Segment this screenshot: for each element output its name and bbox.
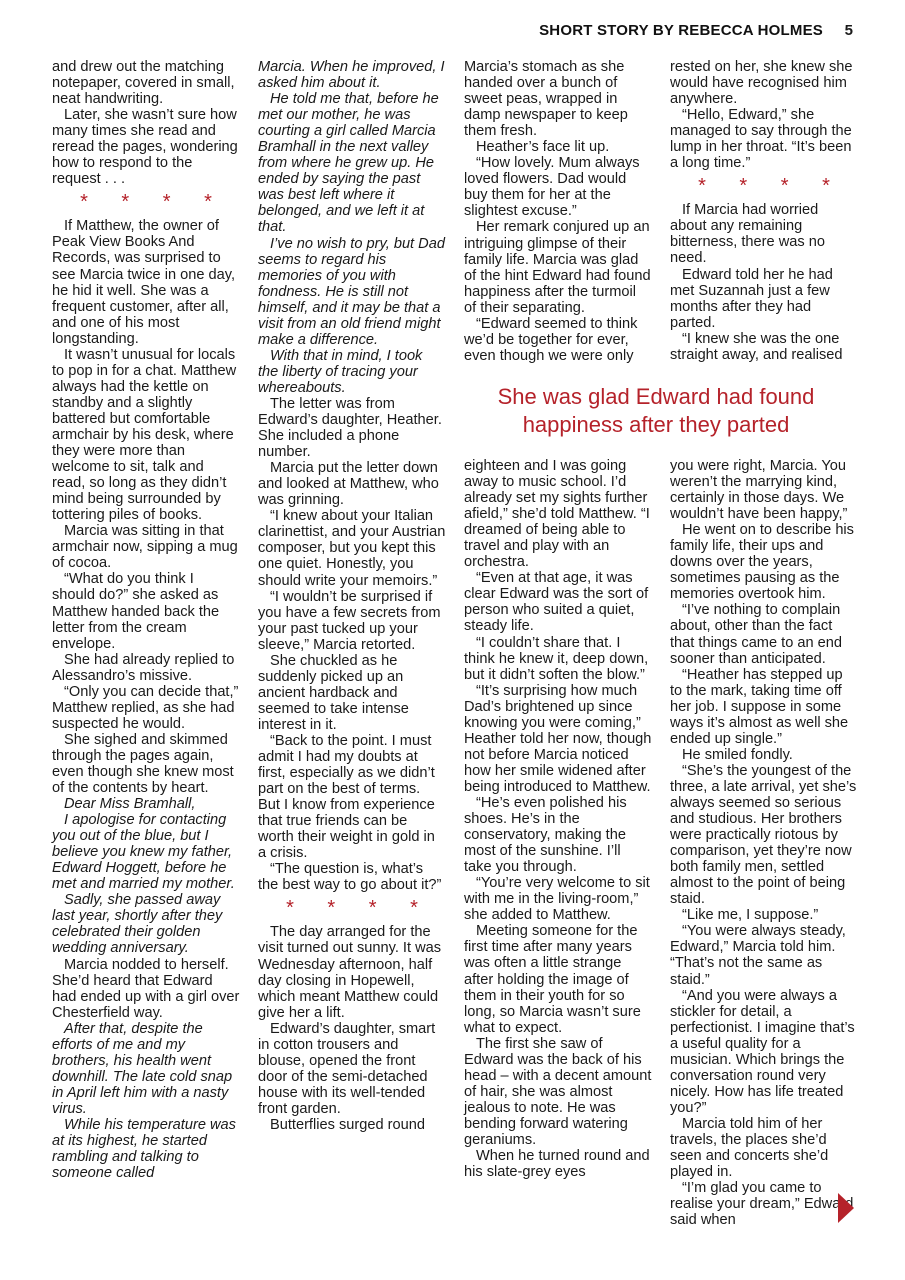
paragraph: After that, despite the efforts of me and my brothers, his health went downhill. The late cold snap in April left him with a nasty virus. <box>52 1020 233 1117</box>
paragraph: and drew out the matching notepaper, covered in small, neat handwriting. <box>52 59 235 108</box>
paragraph: I apologise for contacting you out of the blue, but I believe you knew my father, Edward Hoggett, before he met and married my mother. <box>52 812 235 893</box>
paragraph: Sadly, she passed away last year, shortly after they celebrated their golden wedding anniversary. <box>52 892 223 957</box>
paragraph: “Even at that age, it was clear Edward was the sort of person who suited a quiet, steady life. <box>464 570 649 635</box>
running-header <box>0 22 853 39</box>
paragraph: “What do you think I should do?” she asked as Matthew handed back the letter from the cream envelope. <box>52 571 220 652</box>
paragraph: The letter was from Edward’s daughter, Heather. She included a phone number. <box>258 395 442 461</box>
paragraph: “Back to the point. I must admit I had my doubts at first, especially as we didn’t part on the best of terms. But I know from experience that true friends can be worth their weight in gold in a crisis. <box>258 732 435 862</box>
paragraph: Butterflies surged round <box>270 1117 425 1133</box>
paragraph: “How lovely. Mum always loved flowers. Dad would buy them for her at the slightest excuse.” <box>464 155 640 220</box>
paragraph: The first she saw of Edward was the back of his head – with a decent amount of hair, she was almost jealous to note. He was bending forward watering geraniums. <box>464 1035 652 1148</box>
text-column-3-top <box>464 59 652 364</box>
paragraph: “And you were always a stickler for detail, a perfectionist. I imagine that’s a useful quality for a musician. Which brings the conversation round very nicely. How has life treated you?” <box>670 987 855 1116</box>
paragraph: Marcia was sitting in that armchair now, sipping a mug of cocoa. <box>52 523 238 572</box>
paragraph: He told me that, before he met our mother, he was courting a girl called Marcia Bramhall in the next valley from where he grew up. He ended by saying the past was best left where it belonged, and we left it at that. <box>258 91 439 236</box>
text-column-4-top <box>670 59 858 363</box>
paragraph: Heather’s face lit up. <box>476 139 610 156</box>
paragraph: She chuckled as he suddenly picked up an ancient hardback and seemed to take intense interest in it. <box>258 652 409 733</box>
paragraph: Her remark conjured up an intriguing glimpse of their family life. Marcia was glad of the hint Edward had found happiness after the turmoil of their separating. <box>464 219 651 316</box>
paragraph: “Edward seemed to think we’d be together for ever, even though we were only <box>464 315 638 364</box>
paragraph: “She’s the youngest of the three, a late arrival, yet she’s always seemed so serious and studious. Her brothers were practically riotous by comparison, yet they’re now both family men, settled almost to the point of being staid. <box>670 762 857 908</box>
pull-quote: She was glad Edward had found happiness after they parted <box>497 384 815 437</box>
paragraph: He smiled fondly. <box>682 746 793 763</box>
paragraph: With that in mind, I took the liberty of tracing your whereabouts. <box>258 347 423 396</box>
paragraph: “I couldn’t share that. I think he knew it, deep down, but it didn’t soften the blow.” <box>464 634 649 683</box>
paragraph: Marcia. When he improved, I asked him about it. <box>258 59 445 92</box>
paragraph: If Marcia had worried about any remaining bitterness, there was no need. <box>670 202 825 267</box>
paragraph: When he turned round and his slate-grey eyes <box>464 1148 650 1181</box>
paragraph: Later, she wasn’t sure how many times she read and reread the pages, wondering how to respond to the request . . . <box>52 107 238 188</box>
paragraph: “I knew about your Italian clarinettist, and your Austrian composer, but you kept this one quiet. Honestly, you should write your memoirs.” <box>258 508 446 589</box>
paragraph: “Hello, Edward,” she managed to say through the lump in her throat. “It’s been a long time.” <box>670 107 852 172</box>
paragraph: Marcia nodded to herself. She’d heard that Edward had ended up with a girl over Chesterfield way. <box>52 956 240 1021</box>
paragraph: Meeting someone for the first time after many years was often a little strange after holding the image of them in their youth for so long, so Marcia wasn’t sure what to expect. <box>464 923 641 1036</box>
paragraph: Edward’s daughter, smart in cotton trousers and blouse, opened the front door of the semi-detached house with its well-tended front garden. <box>258 1020 436 1117</box>
section-break-stars: * * * * <box>698 175 844 198</box>
paragraph: “It’s surprising how much Dad’s brightened up since knowing you were coming,” Heather told her now, though not before Marcia noticed how her smile widened after being introduced to Matthew. <box>464 682 652 795</box>
paragraph: The day arranged for the visit turned out sunny. It was Wednesday afternoon, half day closing in Hopewell, which meant Matthew could give her a lift. <box>258 924 442 1021</box>
text-column-4-bottom <box>670 458 858 1228</box>
text-column-1 <box>52 59 240 1181</box>
continue-arrow-icon <box>838 1193 854 1223</box>
paragraph: It wasn’t unusual for locals to pop in for a chat. Matthew always had the kettle on standby and a slightly battered but comfortable armchair by his desk, where they were more than welcome to sit, talk and read, so long as they didn’t mind being surrounded by tottering piles of books. <box>52 346 237 524</box>
paragraph: “I wouldn’t be surprised if you have a few secrets from your past tucked up your sleeve,” Marcia retorted. <box>258 588 441 653</box>
section-break-stars: * * * * <box>80 191 226 214</box>
paragraph: While his temperature was at its highest, he started rambling and talking to someone called <box>52 1117 236 1182</box>
paragraph: “Like me, I suppose.” <box>682 907 819 924</box>
paragraph: “You were always steady, Edward,” Marcia told him. “That’s not the same as staid.” <box>670 923 846 988</box>
story-byline: SHORT STORY BY REBECCA HOLMES <box>539 22 823 39</box>
paragraph: “I’ve nothing to complain about, other than the fact that things came to an end sooner than anticipated. <box>670 602 842 667</box>
text-column-2 <box>258 59 446 1133</box>
paragraph: Dear Miss Bramhall, <box>64 796 196 813</box>
paragraph: He went on to describe his family life, their ups and downs over the years, sometimes pausing as the memories overtook him. <box>670 522 854 603</box>
paragraph: “Heather has stepped up to the mark, taking time off her job. I suppose in some ways it’s almost as well she ended up single.” <box>670 666 849 747</box>
paragraph: “I’m glad you came to realise your dream,” Edward said when <box>670 1180 854 1229</box>
paragraph: “The question is, what’s the best way to go about it?” <box>258 861 442 894</box>
paragraph: you were right, Marcia. You weren’t the marrying kind, certainly in those days. We wouldn’t have been happy,” <box>670 458 848 523</box>
paragraph: rested on her, she knew she would have recognised him anywhere. <box>670 59 853 108</box>
paragraph: eighteen and I was going away to music school. I’d already set my sights further afield,” she’d told Matthew. “I dreamed of being able to travel and play with an orchestra. <box>464 458 650 571</box>
paragraph: “I knew she was the one straight away, and realised <box>670 330 843 363</box>
section-break-stars: * * * * <box>286 897 432 920</box>
paragraph: “Only you can decide that,” Matthew replied, as she had suspected he would. <box>52 683 239 732</box>
paragraph: She sighed and skimmed through the pages again, even though she knew most of the contents by heart. <box>52 731 234 797</box>
paragraph: “He’s even polished his shoes. He’s in the conservatory, making the most of the sunshine. I’ll take you through. <box>464 794 627 876</box>
paragraph: Marcia told him of her travels, the places she’d seen and concerts she’d played in. <box>670 1115 829 1181</box>
text-column-3-bottom <box>464 458 652 1180</box>
paragraph: She had already replied to Alessandro’s missive. <box>52 651 235 684</box>
paragraph: Marcia’s stomach as she handed over a bunch of sweet peas, wrapped in damp newspaper to keep them fresh. <box>464 59 628 140</box>
page-number: 5 <box>844 22 853 39</box>
paragraph: Edward told her he had met Suzannah just a few months after they had parted. <box>670 266 833 331</box>
paragraph: If Matthew, the owner of Peak View Books And Records, was surprised to see Marcia twice in one day, he hid it well. She was a frequent customer, after all, and one of his most longstanding. <box>52 218 236 347</box>
paragraph: Marcia put the letter down and looked at Matthew, who was grinning. <box>258 460 439 509</box>
paragraph: “You’re very welcome to sit with me in the living-room,” she added to Matthew. <box>464 875 650 924</box>
paragraph: I’ve no wish to pry, but Dad seems to regard his memories of you with fondness. He is still not himself, and it may be that a visit from an old friend might make a difference. <box>258 235 445 348</box>
